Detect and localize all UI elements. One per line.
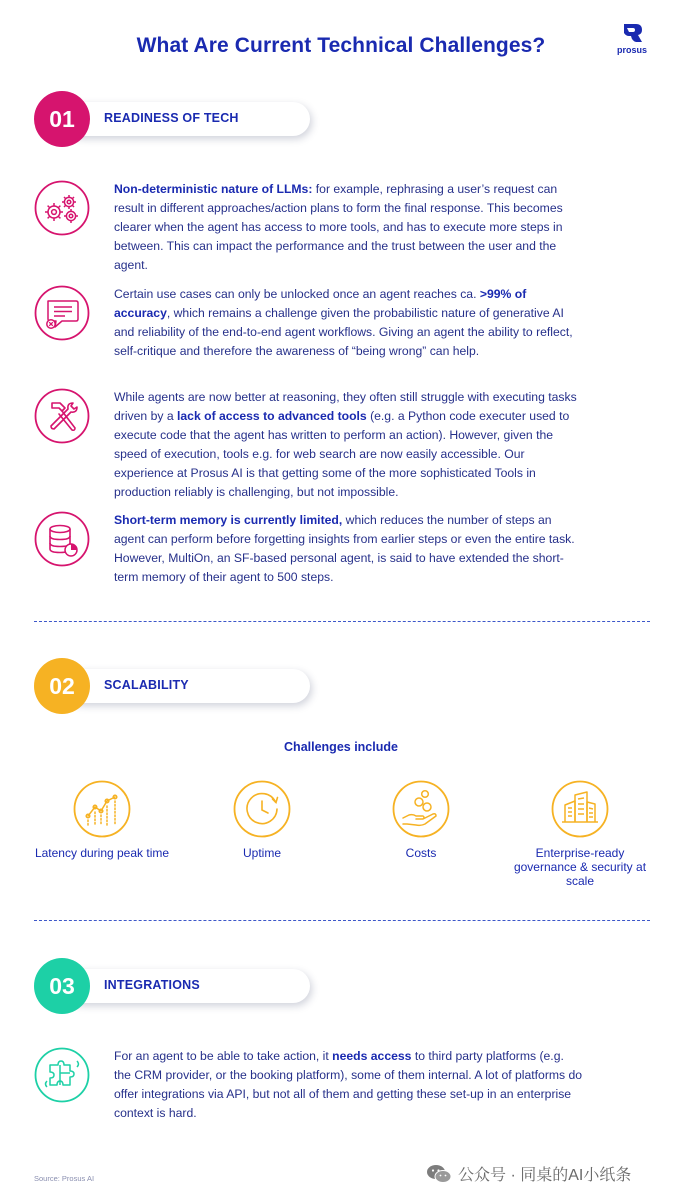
challenge-enterprise <box>510 780 650 888</box>
section-number: 03 <box>34 958 90 1014</box>
item-text <box>114 285 584 361</box>
section-label: INTEGRATIONS <box>104 978 200 992</box>
tools-icon <box>34 388 90 444</box>
section-header-integrations <box>34 958 284 1014</box>
challenge-uptime <box>192 780 332 860</box>
challenge-label: Uptime <box>242 846 281 860</box>
source-note: Source: Prosus AI <box>34 1174 95 1183</box>
challenge-label: Enterprise-ready governance & security at scale <box>513 846 647 888</box>
chart-icon <box>73 780 131 838</box>
item-text-after: (e.g. a Python code executer used to execute code that the agent has written to perform an action). However, given the speed of execution, tools e.g. for web search are now easily accessible. Our experience at Prosus AI is that getting some of the more sophisticated Tools in production reliably is challenging, but not impossible. <box>114 408 570 499</box>
section-divider <box>34 621 650 622</box>
challenges-title: Challenges include <box>284 740 398 754</box>
logo-text: prosus <box>616 45 647 55</box>
item-text-after: to third party platforms (e.g. the CRM provider, or the booking platform), some of them internal. A lot of platforms do offer integrations via API, but not all of them and getting these set-up in an enterprise context is hard. <box>114 1049 583 1120</box>
item-bold: lack of access to advanced tools <box>177 408 367 423</box>
clock-icon <box>233 780 291 838</box>
item-text-after: which reduces the number of steps an agent can perform before forgetting insights from earlier steps or even the entire task. However, MultiOn, an SF-based personal agent, is said to have extended the short-term memory of their agent to 500 steps. <box>114 513 575 584</box>
item-text-after: , which remains a challenge given the probabilistic nature of generative AI and reliability of the end-to-end agent workflows. Giving an agent the ability to reflect, self-critique and therefore the awareness of “being wrong” can help. <box>114 305 573 358</box>
database-icon <box>34 511 90 567</box>
item-text <box>114 1047 584 1123</box>
challenge-label: Costs <box>405 846 437 860</box>
item-text-after: for example, rephrasing a user’s request can result in different approaches/action plans to form the final response. This becomes clearer when the agent has access to more tools, and has to execute more steps in between. This can impact the performance and the trust between the user and the agent. <box>114 182 563 272</box>
item-bold: >99% of accuracy <box>114 287 527 320</box>
item-text <box>114 511 584 587</box>
prosus-logo-icon <box>619 22 645 44</box>
coins-hand-icon <box>392 780 450 838</box>
section-header-scalability <box>34 658 284 714</box>
item-bold: Non-deterministic nature of LLMs: <box>114 182 313 196</box>
section-label: SCALABILITY <box>104 678 189 692</box>
gears-icon <box>34 180 90 236</box>
item-text-before: For an agent to be able to take action, it <box>114 1049 333 1063</box>
page-title: What Are Current Technical Challenges? <box>136 34 546 57</box>
item-text-before: Certain use cases can only be unlocked once an agent reaches ca. <box>114 287 480 301</box>
item-text <box>114 388 584 501</box>
section-label: READINESS OF TECH <box>104 111 239 125</box>
section-number: 01 <box>34 91 90 147</box>
challenge-label: Latency during peak time <box>34 846 170 860</box>
section-number: 02 <box>34 658 90 714</box>
chat-error-icon <box>34 285 90 341</box>
buildings-icon <box>551 780 609 838</box>
item-bold: needs access <box>332 1049 412 1063</box>
puzzle-icon <box>34 1047 90 1103</box>
challenge-latency <box>32 780 172 860</box>
watermark <box>426 1162 631 1185</box>
challenge-costs <box>351 780 491 860</box>
item-bold: Short-term memory is currently limited, <box>114 513 343 527</box>
section-header-readiness <box>34 91 284 147</box>
prosus-logo <box>612 22 652 58</box>
wechat-icon <box>426 1164 452 1184</box>
section-divider <box>34 920 650 921</box>
item-text-before: While agents are now better at reasoning, they often still struggle with executing tasks driven by a <box>114 390 577 423</box>
watermark-text: 公众号 · 同桌的AI小纸条 <box>458 1167 632 1184</box>
item-text <box>114 180 584 275</box>
